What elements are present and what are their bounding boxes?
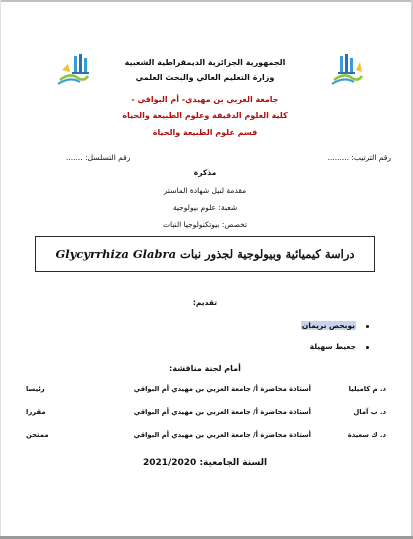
- jury-row: [26, 431, 386, 443]
- serial-number: رقم التسلسل: .......: [66, 153, 131, 162]
- order-number: رقم الترتيب: .........: [327, 153, 391, 162]
- header-ministry: وزارة التعليم العالي والبحث العلمي: [135, 73, 275, 82]
- header-republic: الجمهورية الجزائرية الديمقراطية الشعبية: [124, 58, 286, 67]
- jury-name: د. ك سعيدة: [347, 431, 386, 439]
- academic-year: السنة الجامعية: 2021/2020: [142, 458, 268, 468]
- presented-label: تقديم:: [192, 298, 218, 307]
- memo-specialty: تخصص: بيوتكنولوجيا النبات: [162, 220, 248, 229]
- jury-role: رئيسا: [26, 385, 45, 393]
- page-edge-left: [0, 0, 1, 539]
- university-logo-right-icon: [330, 50, 364, 88]
- jury-name: د. م كاميليا: [348, 385, 386, 393]
- memo-purpose: مقدمة لنيل شهادة الماستر: [163, 186, 247, 195]
- jury-grade: أستاذة محاضرة أ/ جامعة العربي بن مهيدي أم البواقي: [133, 408, 311, 416]
- student-item: [301, 321, 369, 330]
- header-department: قسم علوم الطبيعة والحياة: [152, 128, 258, 137]
- memo-branch: شعبة: علوم بيولوجية: [172, 203, 238, 212]
- student-item: [310, 342, 369, 351]
- jury-role: مقررا: [26, 408, 46, 416]
- header-university: جامعة العربي بن مهيدي- أم البواقي -: [131, 95, 279, 104]
- university-logo-left-icon: [56, 50, 90, 88]
- jury-role: ممتحن: [26, 431, 49, 439]
- header-faculty: كلية العلوم الدقيقة وعلوم الطبيعة والحياة: [122, 111, 288, 120]
- thesis-title-arabic: دراسة كيميائية وبيولوجية لجذور نبات: [180, 247, 355, 261]
- thesis-title-box: [35, 236, 375, 272]
- jury-grade: أستاذة محاضرة أ/ جامعة العربي بن مهيدي أم البواقي: [133, 431, 311, 439]
- thesis-title-latin: Glycyrrhiza Glabra: [55, 247, 177, 261]
- jury-row: [26, 385, 386, 397]
- jury-label: أمام لجنة مناقشة:: [169, 364, 241, 373]
- bullet-icon: [366, 325, 369, 328]
- student-name: بوبحص نريمان: [301, 321, 355, 330]
- memo-type: مذكرة: [193, 168, 217, 177]
- jury-grade: أستاذة محاضرة أ/ جامعة العربي بن مهيدي أم البواقي: [133, 385, 311, 393]
- bullet-icon: [366, 346, 369, 349]
- student-name: جعيط سهيلة: [309, 342, 356, 351]
- jury-row: [26, 408, 386, 420]
- jury-name: د. ب آمال: [353, 408, 386, 416]
